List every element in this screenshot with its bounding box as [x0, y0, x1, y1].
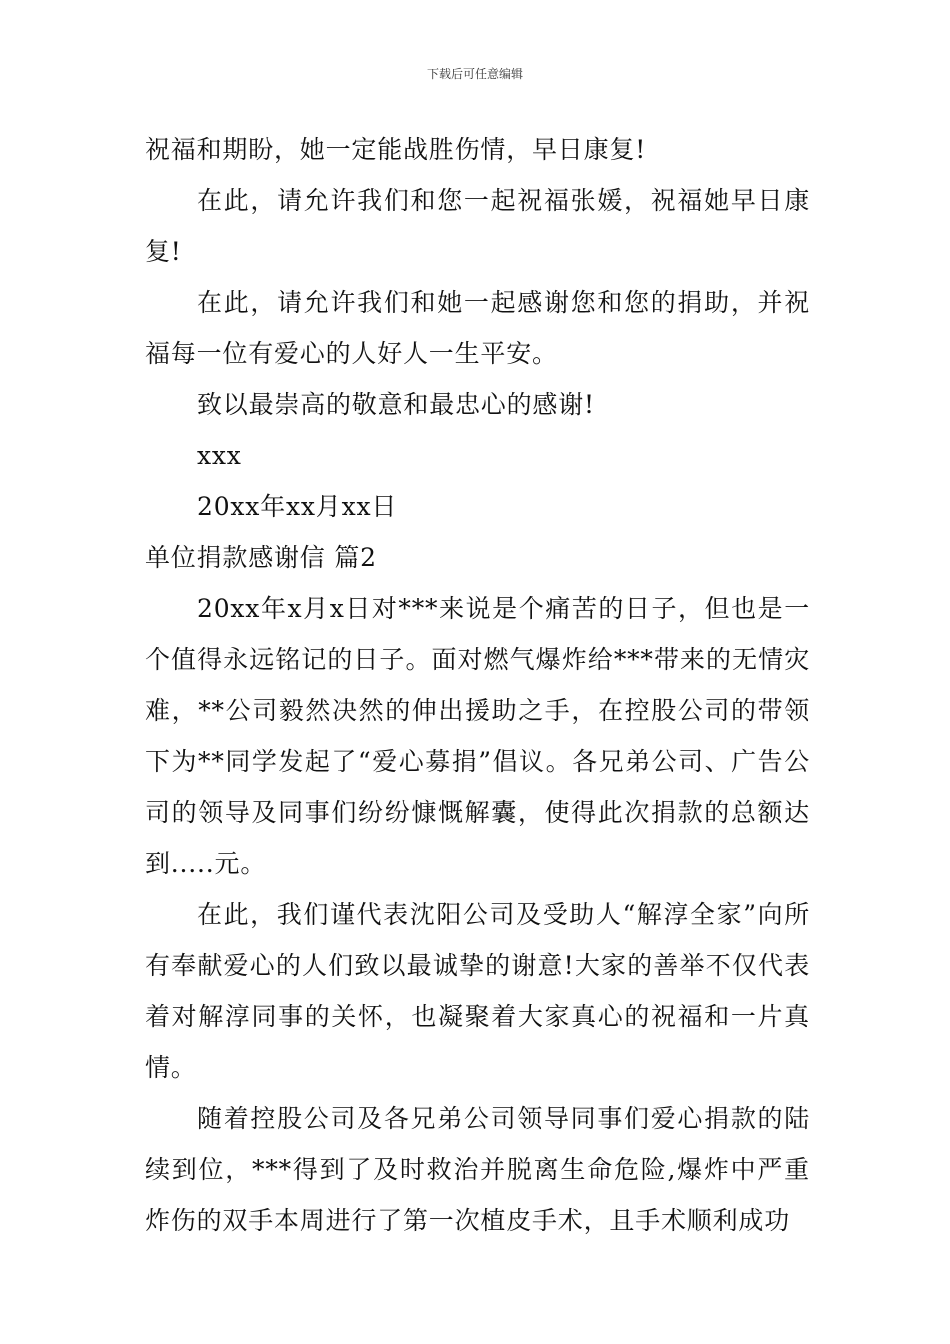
page-header-note: 下载后可任意编辑: [426, 67, 523, 81]
paragraph-continuation: 祝福和期盼，她一定能战胜伤情，早日康复!: [145, 135, 647, 164]
signature: xxx: [197, 441, 242, 470]
letter-date: 20xx年xx月xx日: [197, 492, 398, 521]
closing-salutation: 致以最崇高的敬意和最忠心的感谢!: [197, 390, 595, 419]
paragraph-gratitude: 在此，我们谨代表沈阳公司及受助人“解淳全家”向所有奉献爱心的人们致以最诚挚的谢意!大家的善举不仅代表着对解淳同事的关怀，也凝聚着大家真心的祝福和一片真情。: [145, 900, 810, 1082]
paragraph-thanks: 在此，请允许我们和她一起感谢您和您的捐助，并祝福每一位有爱心的人好人一生平安。: [145, 288, 810, 368]
paragraph-blessing: 在此，请允许我们和您一起祝福张媛，祝福她早日康复!: [145, 186, 810, 266]
paragraph-progress: 随着控股公司及各兄弟公司领导同事们爱心捐款的陆续到位，***得到了及时救治并脱离生命危险,爆炸中严重炸伤的双手本周进行了第一次植皮手术，且手术顺利成功: [145, 1104, 810, 1235]
document-body: [145, 124, 810, 1246]
paragraph-incident: 20xx年x月x日对***来说是个痛苦的日子，但也是一个值得永远铭记的日子。面对燃气爆炸给***带来的无情灾难，**公司毅然决然的伸出援助之手，在控股公司的带领下为**同学发起了“爱心募捐”倡议。各兄弟公司、广告公司的领导及同事们纷纷慷慨解囊，使得此次捐款的总额达到.....元。: [145, 594, 810, 878]
section-title: 单位捐款感谢信 篇2: [145, 543, 377, 572]
